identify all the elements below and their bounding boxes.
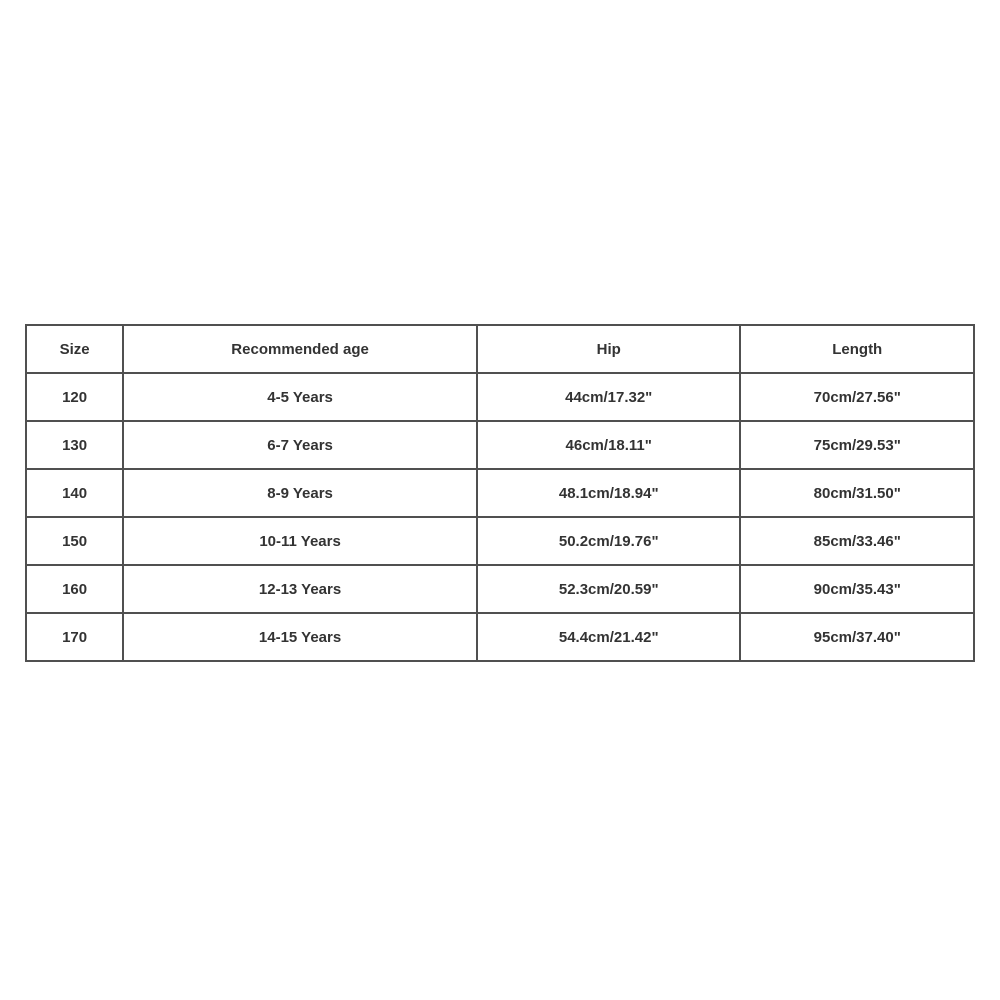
cell-recommended-age: 8-9 Years — [123, 469, 477, 517]
cell-size: 170 — [26, 613, 123, 661]
cell-recommended-age: 6-7 Years — [123, 421, 477, 469]
cell-hip: 52.3cm/20.59" — [477, 565, 741, 613]
header-hip: Hip — [477, 325, 741, 373]
cell-length: 90cm/35.43" — [740, 565, 974, 613]
table-header-row — [26, 325, 974, 373]
cell-hip: 46cm/18.11" — [477, 421, 741, 469]
table-row — [26, 469, 974, 517]
cell-recommended-age: 14-15 Years — [123, 613, 477, 661]
cell-size: 160 — [26, 565, 123, 613]
cell-length: 80cm/31.50" — [740, 469, 974, 517]
cell-hip: 48.1cm/18.94" — [477, 469, 741, 517]
cell-recommended-age: 12-13 Years — [123, 565, 477, 613]
cell-hip: 44cm/17.32" — [477, 373, 741, 421]
cell-hip: 54.4cm/21.42" — [477, 613, 741, 661]
cell-size: 130 — [26, 421, 123, 469]
cell-length: 70cm/27.56" — [740, 373, 974, 421]
cell-hip: 50.2cm/19.76" — [477, 517, 741, 565]
header-size: Size — [26, 325, 123, 373]
cell-size: 120 — [26, 373, 123, 421]
table-row — [26, 421, 974, 469]
table-row — [26, 565, 974, 613]
cell-length: 75cm/29.53" — [740, 421, 974, 469]
cell-recommended-age: 4-5 Years — [123, 373, 477, 421]
table-row — [26, 517, 974, 565]
cell-size: 140 — [26, 469, 123, 517]
header-length: Length — [740, 325, 974, 373]
header-recommended-age: Recommended age — [123, 325, 477, 373]
table-row — [26, 373, 974, 421]
size-chart-table — [25, 324, 975, 662]
cell-size: 150 — [26, 517, 123, 565]
table-row — [26, 613, 974, 661]
cell-length: 85cm/33.46" — [740, 517, 974, 565]
cell-recommended-age: 10-11 Years — [123, 517, 477, 565]
cell-length: 95cm/37.40" — [740, 613, 974, 661]
